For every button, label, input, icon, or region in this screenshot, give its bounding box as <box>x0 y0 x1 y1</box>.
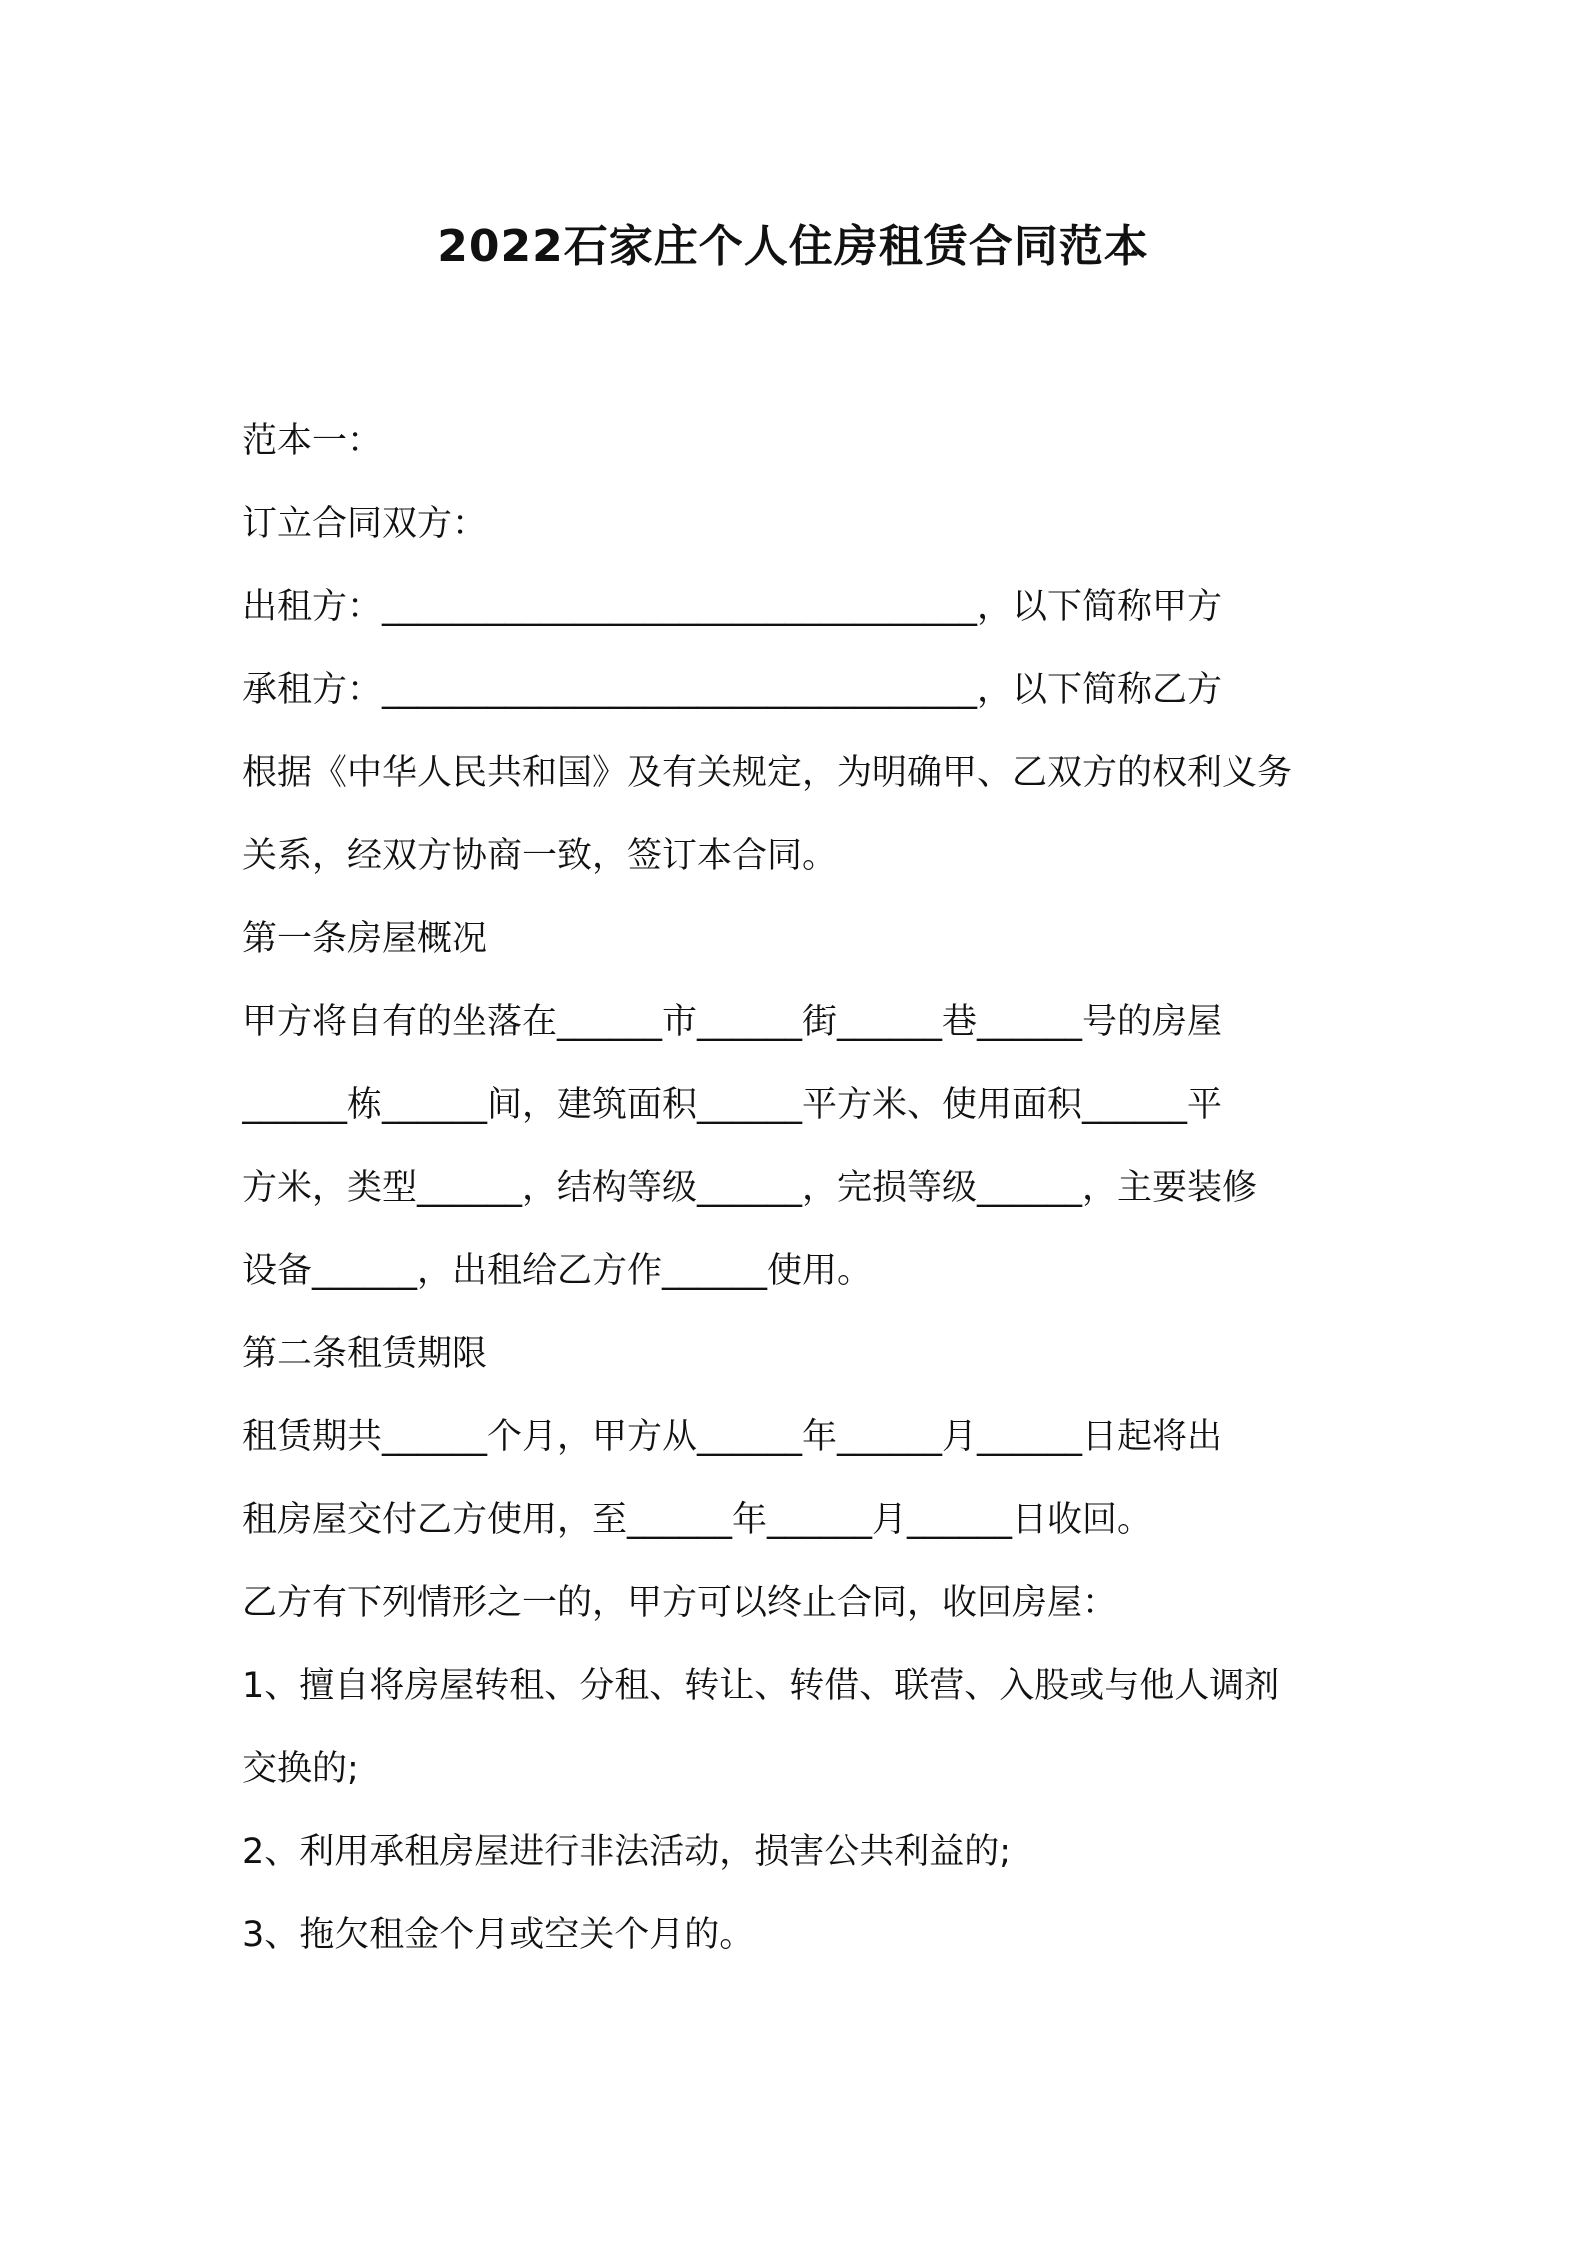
article-1-heading: 第一条房屋概况 <box>242 919 488 959</box>
article-2-line-1: 租赁期共______个月，甲方从______年______月______日起将出 <box>242 1417 1223 1457</box>
article-1-line-3: 方米，类型______，结构等级______，完损等级______，主要装修 <box>242 1168 1258 1208</box>
preamble-line-1: 根据《中华人民共和国》及有关规定，为明确甲、乙双方的权利义务 <box>242 753 1293 793</box>
termination-item-2: 2、利用承租房屋进行非法活动，损害公共利益的; <box>242 1832 1012 1872</box>
article-1-line-4: 设备______，出租给乙方作______使用。 <box>242 1251 873 1291</box>
document-body <box>242 400 1362 1977</box>
article-1-line-2: ______栋______间，建筑面积______平方米、使用面积______平 <box>242 1085 1223 1125</box>
termination-item-1-line-2: 交换的; <box>242 1749 359 1789</box>
section-label: 范本一： <box>242 421 383 461</box>
preamble-line-2: 关系，经双方协商一致，签订本合同。 <box>242 836 838 876</box>
article-2-heading: 第二条租赁期限 <box>242 1334 488 1374</box>
termination-intro: 乙方有下列情形之一的，甲方可以终止合同，收回房屋： <box>242 1583 1118 1623</box>
document-title: 2022石家庄个人住房租赁合同范本 <box>437 221 1149 272</box>
termination-item-1-line-1: 1、擅自将房屋转租、分租、转让、转借、联营、入股或与他人调剂 <box>242 1666 1280 1706</box>
lessor-line: 出租方：__________________________________，以下简称甲方 <box>242 587 1223 627</box>
article-1-line-1: 甲方将自有的坐落在______市______街______巷______号的房屋 <box>242 1002 1223 1042</box>
article-2-line-2: 租房屋交付乙方使用，至______年______月______日收回。 <box>242 1500 1153 1540</box>
lessee-line: 承租方：__________________________________，以下简称乙方 <box>242 670 1223 710</box>
termination-item-3: 3、拖欠租金个月或空关个月的。 <box>242 1915 755 1955</box>
parties-heading: 订立合同双方： <box>242 504 488 544</box>
